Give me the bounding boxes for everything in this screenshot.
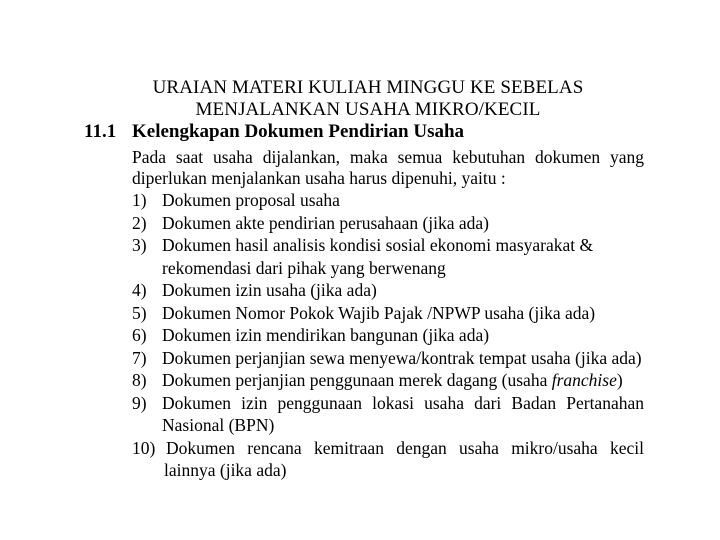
list-item — [132, 212, 644, 235]
list-item-text-continued: rekomendasi dari pihak yang berwenang — [162, 257, 446, 278]
list-item-text-italic: franchise — [551, 370, 617, 390]
list-item — [132, 392, 644, 437]
intro-paragraph-line-2: diperlukan menjalankan usaha harus dipenuhi, yaitu : — [132, 168, 506, 188]
list-item-number: 4) — [132, 280, 147, 300]
list-item-number: 8) — [132, 370, 147, 390]
list-item-number: 6) — [132, 325, 147, 345]
list-item-text-continued: lainnya (jika ada) — [164, 460, 287, 480]
list-item-number: 3) — [132, 235, 147, 255]
list-item-text: Dokumen Nomor Pokok Wajib Pajak /NPWP usaha (jika ada) — [162, 302, 596, 323]
list-item-number: 5) — [132, 302, 147, 323]
list-item-text-end: ) — [616, 370, 623, 390]
list-item-text — [162, 369, 644, 392]
document-title-line-2: MENJALANKAN USAHA MIKRO/KECIL — [195, 99, 541, 120]
list-item-text-continued: Nasional (BPN) — [162, 415, 275, 435]
list-item-text: Dokumen izin mendirikan bangunan (jika ada) — [162, 325, 490, 345]
list-item — [132, 279, 644, 302]
list-item-text: Dokumen proposal usaha — [162, 190, 340, 210]
intro-paragraph-line-1: Pada saat usaha dijalankan, maka semua kebutuhan dokumen yang — [132, 147, 644, 167]
list-item-number: 7) — [132, 347, 147, 368]
document-title-line-1: URAIAN MATERI KULIAH MINGGU KE SEBELAS — [152, 77, 584, 98]
section-heading — [84, 121, 464, 143]
list-item-text: Dokumen rencana kemitraan dengan usaha mikro/usaha kecil — [166, 437, 644, 458]
list-item — [132, 302, 644, 325]
list-item — [132, 437, 644, 482]
list-item-text: Dokumen akte pendirian perusahaan (jika ada) — [162, 212, 490, 233]
list-item-number: 2) — [132, 212, 147, 233]
list-item — [132, 324, 644, 347]
list-item-text-main: Dokumen perjanjian penggunaan merek dagang (usaha — [162, 370, 552, 390]
list-item-number: 10) — [132, 437, 156, 458]
list-item — [132, 189, 644, 212]
list-item-number: 1) — [132, 190, 147, 210]
document-requirements-list — [132, 189, 644, 482]
list-item — [132, 347, 644, 370]
section-number: 11.1 — [84, 121, 117, 142]
list-item-text: Dokumen izin usaha (jika ada) — [162, 280, 377, 300]
list-item-text: Dokumen perjanjian sewa menyewa/kontrak tempat usaha (jika ada) — [162, 347, 642, 368]
list-item-text: Dokumen hasil analisis kondisi sosial ekonomi masyarakat & — [162, 235, 594, 255]
list-item — [132, 234, 644, 279]
list-item-number: 9) — [132, 392, 147, 413]
section-title: Kelengkapan Dokumen Pendirian Usaha — [132, 121, 465, 142]
list-item-text: Dokumen izin penggunaan lokasi usaha dari Badan Pertanahan — [162, 392, 644, 413]
list-item — [132, 369, 644, 392]
